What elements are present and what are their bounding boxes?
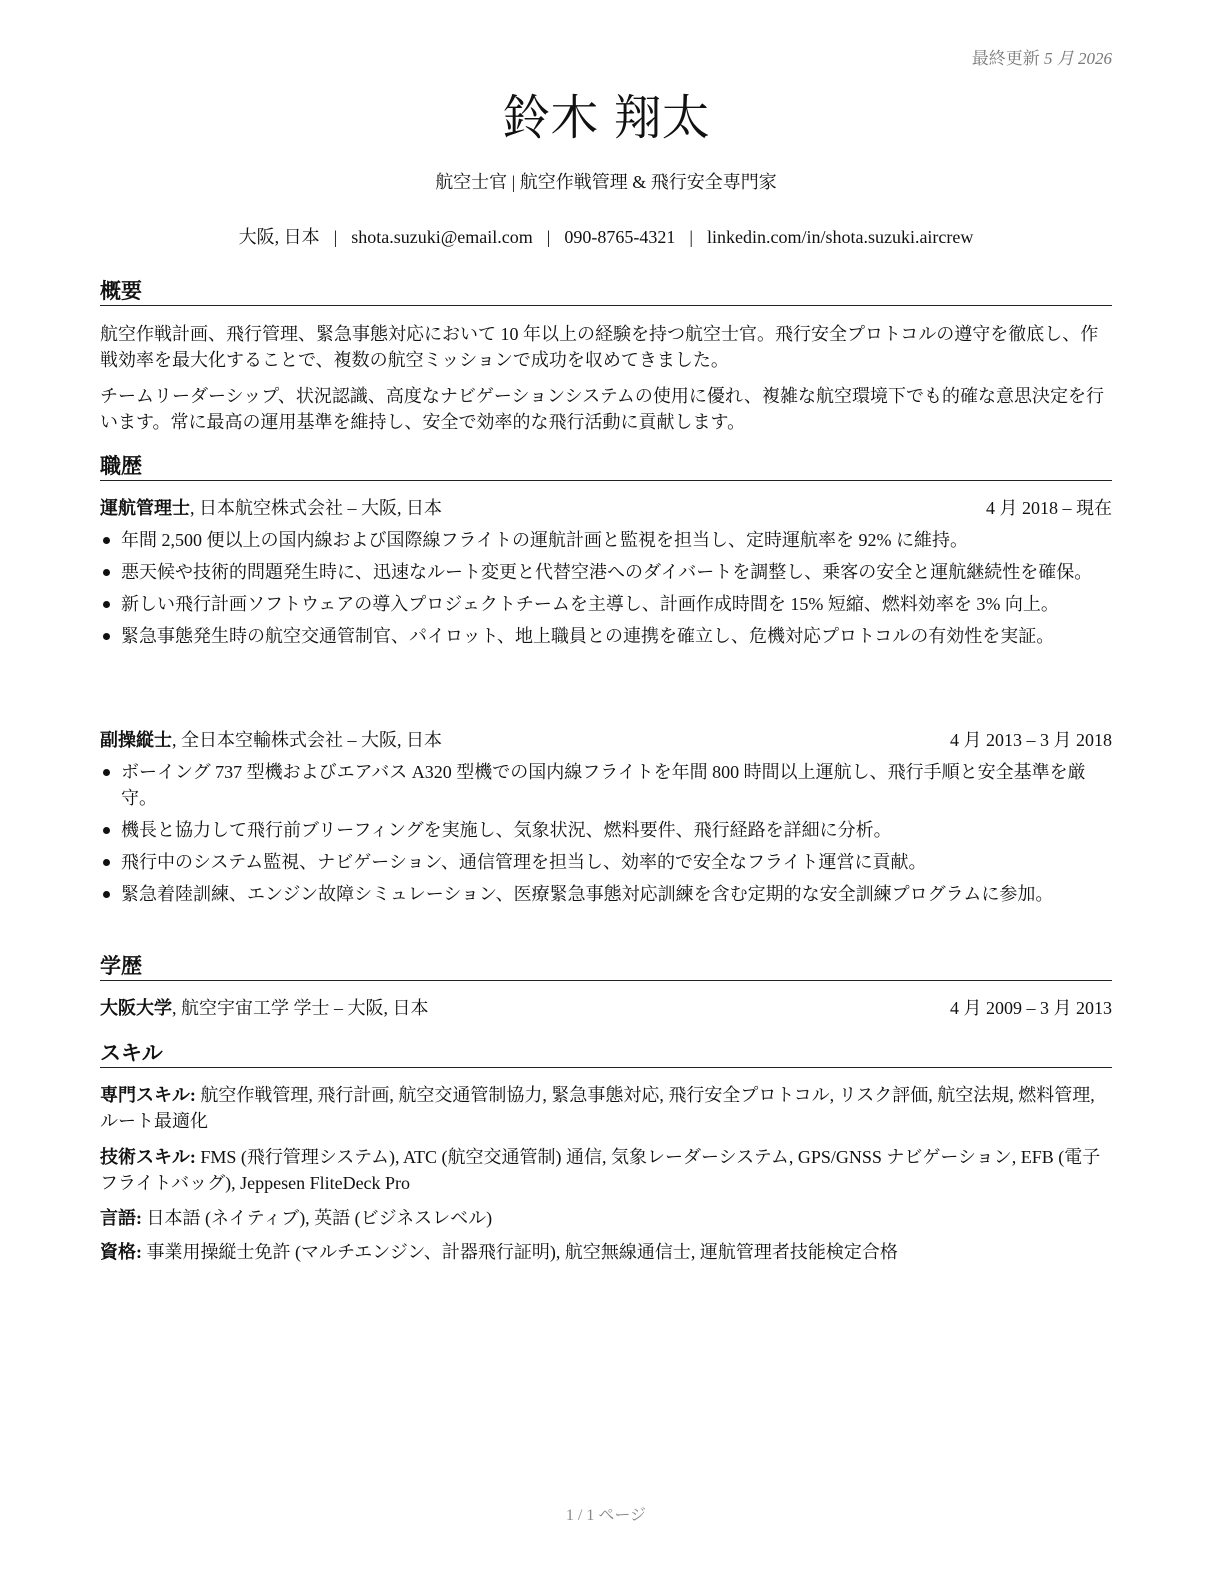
skill-row [100,1082,1112,1134]
skill-value: 事業用操縦士免許 (マルチエンジン、計器飛行証明), 航空無線通信士, 運航管理者技能検定合格 [142,1242,898,1262]
job-org: , 日本航空株式会社 – 大阪, 日本 [190,498,442,518]
last-updated-date: 5 月 2026 [1044,49,1112,68]
skill-label: 専門スキル: [100,1085,196,1105]
skill-value: 日本語 (ネイティブ), 英語 (ビジネスレベル) [142,1208,493,1228]
list-item: 新しい飛行計画ソフトウェアの導入プロジェクトチームを主導し、計画作成時間を 15% 短縮、燃料効率を 3% 向上。 [100,591,1112,617]
summary-paragraph: チームリーダーシップ、状況認識、高度なナビゲーションシステムの使用に優れ、複雑な航空環境下でも的確な意思決定を行います。常に最高の運用基準を維持し、安全で効率的な飛行活動に貢献します。 [100,386,1104,432]
contact-location: 大阪, 日本 [238,227,320,247]
job-bullets [100,759,1112,913]
list-item: 年間 2,500 便以上の国内線および国際線フライトの運航計画と監視を担当し、定時運航率を 92% に維持。 [100,527,1112,553]
skill-row [100,1144,1112,1196]
education-heading: 学歴 [100,953,1112,981]
page-number: 1 / 1 ページ [565,1507,647,1524]
skill-row [100,1205,1112,1231]
job-bullets [100,527,1112,655]
last-updated-label: 最終更新 [971,49,1040,68]
contact-phone[interactable]: 090-8765-4321 [564,227,676,247]
contact-line [100,225,1112,249]
contact-linkedin[interactable]: linkedin.com/in/shota.suzuki.aircrew [706,227,974,247]
skills-heading: スキル [100,1040,1112,1068]
list-item: 緊急着陸訓練、エンジン故障シミュレーション、医療緊急事態対応訓練を含む定期的な安全訓練プログラムに参加。 [100,881,1112,907]
contact-separator: | [546,227,551,247]
summary-paragraph: 航空作戦計画、飛行管理、緊急事態対応において 10 年以上の経験を持つ航空士官。飛行安全プロトコルの遵守を徹底し、作戦効率を最大化することで、複数の航空ミッションで成功を収めてきました。 [100,324,1099,370]
skill-label: 資格: [100,1242,142,1262]
job-header [100,728,1112,752]
skill-value: 航空作戦管理, 飛行計画, 航空交通管制協力, 緊急事態対応, 飛行安全プロトコル, リスク評価, 航空法規, 燃料管理, ルート最適化 [100,1085,1095,1131]
degree: , 航空宇宙工学 学士 – 大阪, 日本 [172,998,429,1018]
skill-label: 言語: [100,1208,142,1228]
job-dates: 4 月 2013 – 3 月 2018 [950,730,1112,750]
last-updated [972,44,1112,69]
school-name: 大阪大学 [100,998,172,1018]
list-item: 飛行中のシステム監視、ナビゲーション、通信管理を担当し、効率的で安全なフライト運営に貢献。 [100,849,1112,875]
job-role: 副操縦士 [100,730,172,750]
candidate-name: 鈴木 翔太 [502,90,710,146]
job-org: , 全日本空輸株式会社 – 大阪, 日本 [172,730,442,750]
tagline: 航空士官 | 航空作戦管理 & 飛行安全専門家 [435,172,777,192]
summary-heading: 概要 [100,278,1112,306]
contact-email[interactable]: shota.suzuki@email.com [351,227,533,247]
job-role: 運航管理士 [100,498,190,518]
list-item: 機長と協力して飛行前ブリーフィングを実施し、気象状況、燃料要件、飛行経路を詳細に分析。 [100,817,1112,843]
education-dates: 4 月 2009 – 3 月 2013 [950,998,1112,1018]
contact-separator: | [689,227,693,247]
list-item: ボーイング 737 型機およびエアバス A320 型機での国内線フライトを年間 800 時間以上運航し、飛行手順と安全基準を厳守。 [100,759,1112,811]
resume-page [100,0,1112,1584]
list-item: 緊急事態発生時の航空交通管制官、パイロット、地上職員との連携を確立し、危機対応プロトコルの有効性を実証。 [100,623,1112,649]
education-entry [100,996,1112,1020]
experience-heading: 職歴 [100,453,1112,481]
job-header [100,496,1112,520]
contact-separator: | [333,227,338,247]
skill-row [100,1239,1112,1265]
skill-label: 技術スキル: [100,1147,196,1167]
job-dates: 4 月 2018 – 現在 [986,498,1112,518]
skill-value: FMS (飛行管理システム), ATC (航空交通管制) 通信, 気象レーダーシステム, GPS/GNSS ナビゲーション, EFB (電子フライトバッグ), Jeppesen FliteDeck Pro [100,1147,1101,1193]
list-item: 悪天候や技術的問題発生時に、迅速なルート変更と代替空港へのダイバートを調整し、乗客の安全と運航継続性を確保。 [100,559,1112,585]
